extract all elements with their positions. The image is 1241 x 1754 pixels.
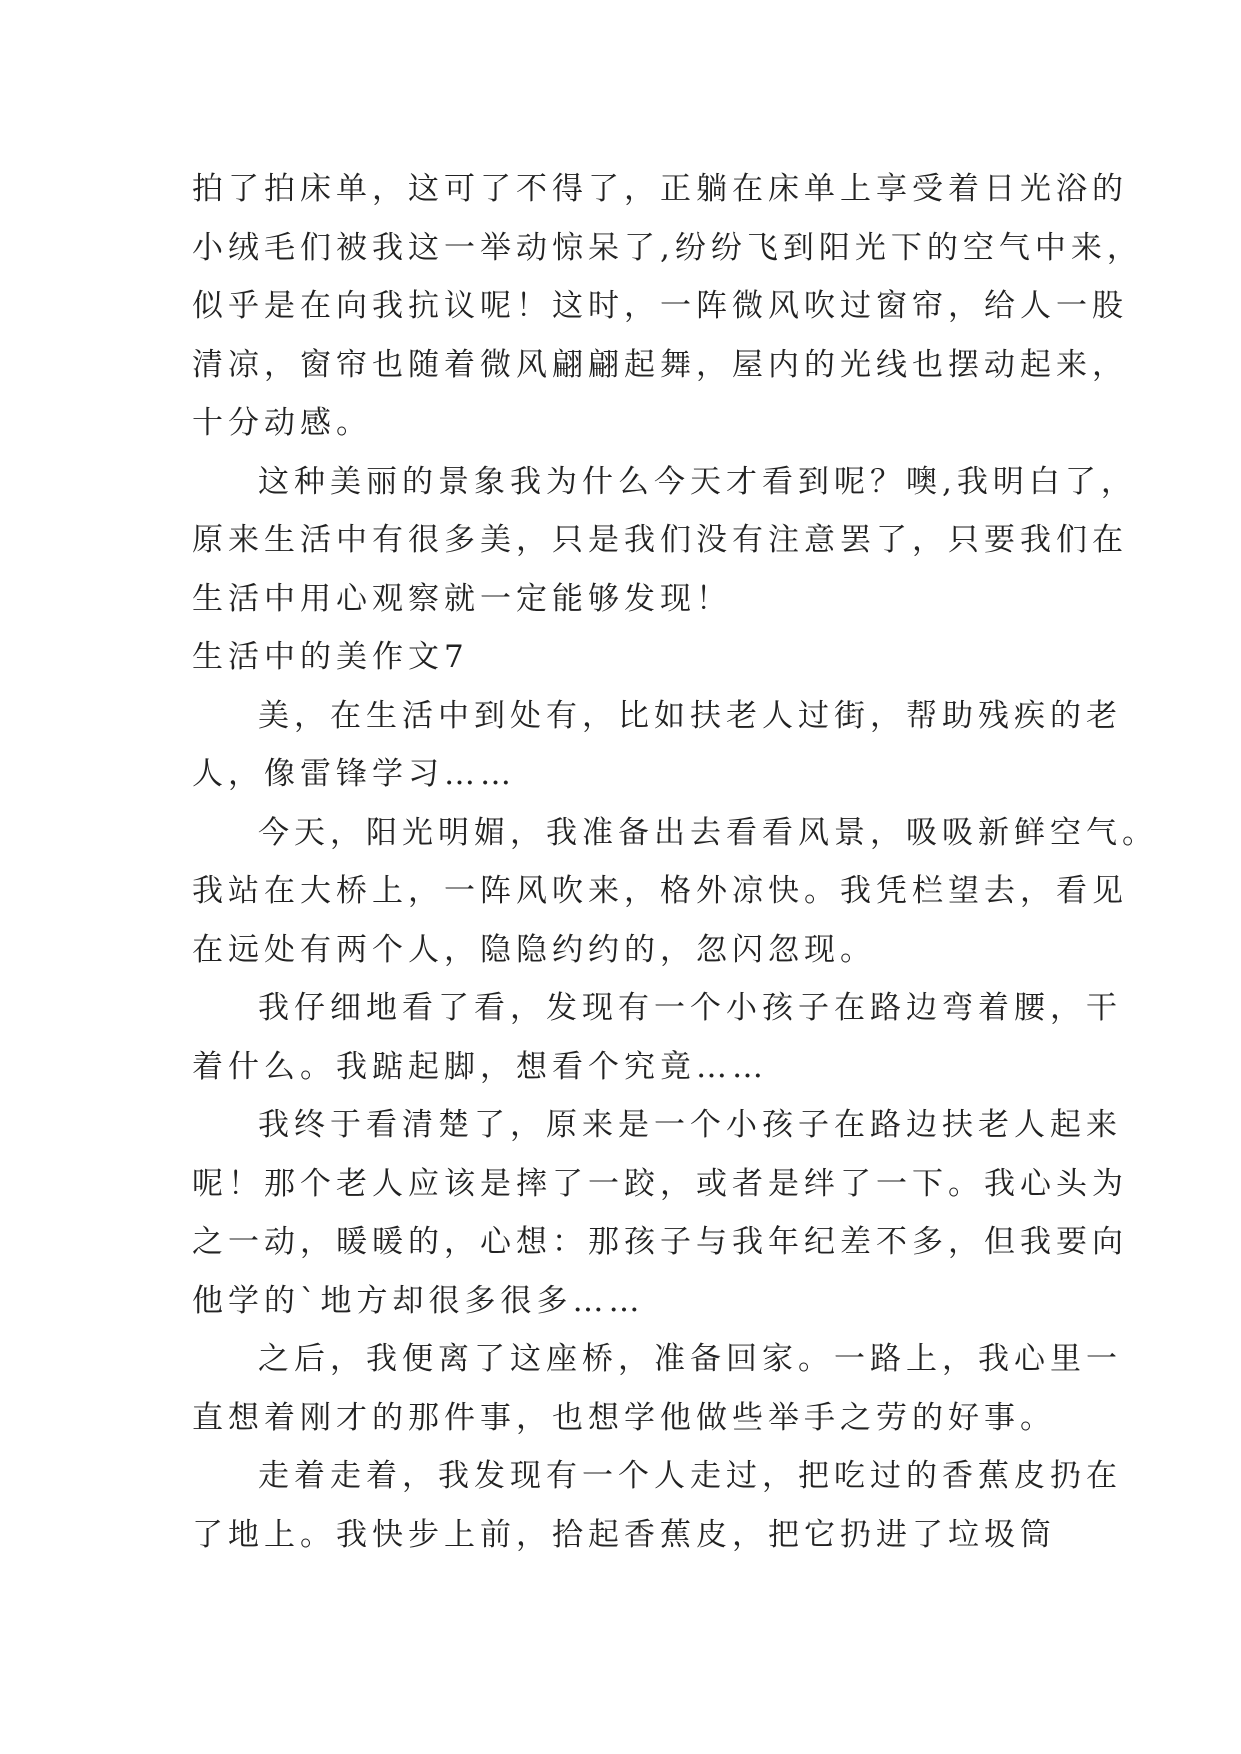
text-line: 之一动，暖暖的，心想：那孩子与我年纪差不多，但我要向 xyxy=(192,1224,1128,1260)
text-line: 十分动感。 xyxy=(192,405,372,441)
document-body xyxy=(192,160,1158,1564)
text-line: 人，像雷锋学习…… xyxy=(192,756,516,792)
text-line: 在远处有两个人，隐隐约约的，忽闪忽现。 xyxy=(192,931,876,968)
text-line: 清凉，窗帘也随着微风翩翩起舞，屋内的光线也摆动起来， xyxy=(192,346,1128,383)
paragraph-start-line: 之后，我便离了这座桥，准备回家。一路上，我心里一 xyxy=(258,1341,1122,1377)
paragraph-start-line: 美，在生活中到处有，比如扶老人过街，帮助残疾的老 xyxy=(258,697,1122,734)
text-line: 着什么。我踮起脚，想看个究竟…… xyxy=(192,1048,768,1085)
paragraph-start-line: 今天，阳光明媚，我准备出去看看风景，吸吸新鲜空气。 xyxy=(258,814,1158,851)
text-line: 我站在大桥上，一阵风吹来，格外凉快。我凭栏望去，看见 xyxy=(192,873,1128,909)
paragraph-start-line: 走着走着，我发现有一个人走过，把吃过的香蕉皮扔在 xyxy=(258,1458,1122,1494)
text-line: 拍了拍床单，这可了不得了，正躺在床单上享受着日光浴的 xyxy=(192,171,1128,207)
paragraph-start-line: 这种美丽的景象我为什么今天才看到呢？噢,我明白了， xyxy=(258,463,1137,500)
text-line: 了地上。我快步上前，拾起香蕉皮，把它扔进了垃圾筒 xyxy=(192,1516,1056,1553)
text-line: 似乎是在向我抗议呢！这时，一阵微风吹过窗帘，给人一股 xyxy=(192,288,1128,324)
paragraph-start-line: 我终于看清楚了，原来是一个小孩子在路边扶老人起来 xyxy=(258,1107,1122,1143)
text-line: 生活中用心观察就一定能够发现！ xyxy=(192,580,732,617)
text-line: 原来生活中有很多美，只是我们没有注意罢了，只要我们在 xyxy=(192,522,1128,558)
text-line: 他学的`地方却很多很多…… xyxy=(192,1282,645,1319)
text-line: 小绒毛们被我这一举动惊呆了,纷纷飞到阳光下的空气中来， xyxy=(192,229,1143,266)
section-heading: 生活中的美作文7 xyxy=(192,639,469,675)
text-line: 直想着刚才的那件事，也想学他做些举手之劳的好事。 xyxy=(192,1399,1056,1436)
paragraph-start-line: 我仔细地看了看，发现有一个小孩子在路边弯着腰，干 xyxy=(258,990,1122,1026)
text-line: 呢！那个老人应该是摔了一跤，或者是绊了一下。我心头为 xyxy=(192,1165,1128,1202)
